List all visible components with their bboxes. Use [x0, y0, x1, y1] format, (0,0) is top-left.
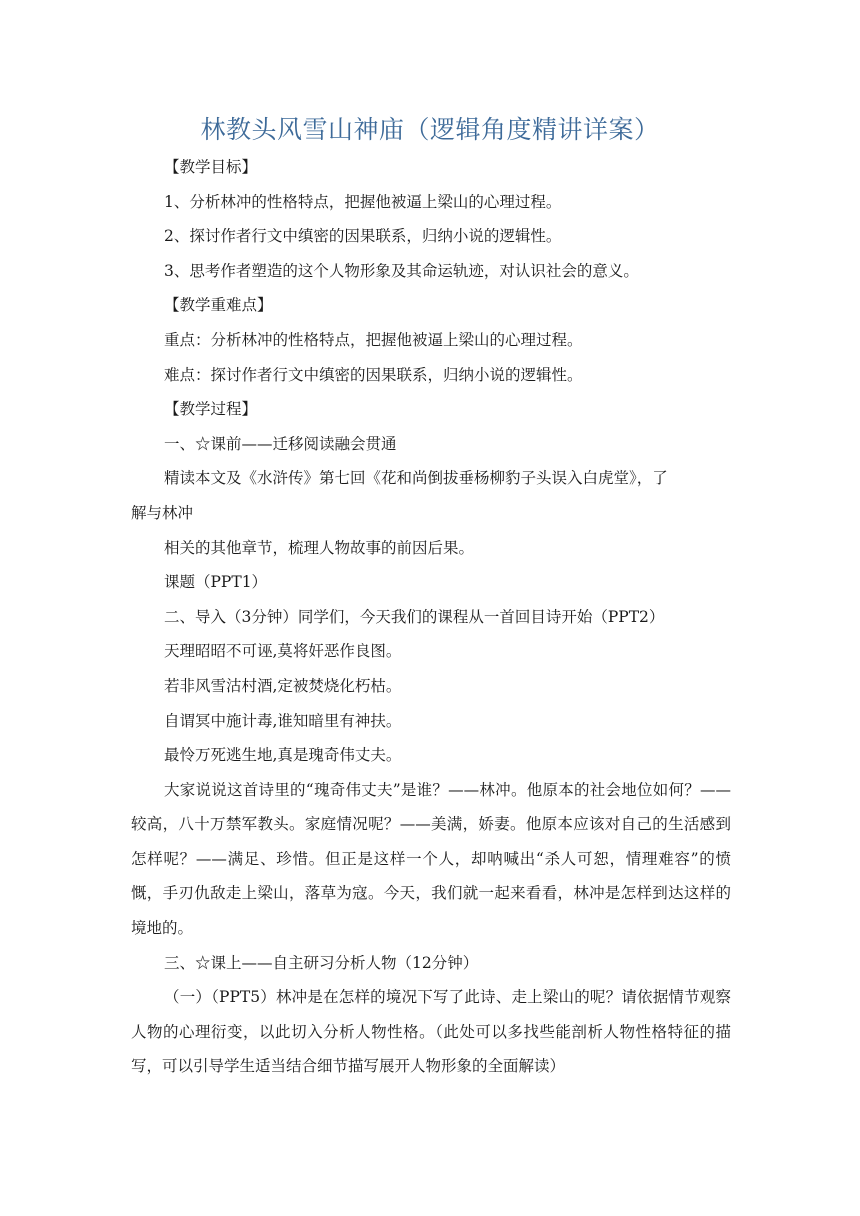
document-body — [131, 150, 731, 1084]
key-point-text: 重点：分析林冲的性格特点，把握他被逼上梁山的心理过程。 — [164, 330, 583, 349]
poem-line-3: 自谓冥中施计毒,谁知暗里有神扶。 — [164, 711, 402, 730]
reading-assignment-continuation: 解与林冲 — [131, 503, 194, 522]
reading-assignment-line-2: 相关的其他章节，梳理人物故事的前因后果。 — [164, 538, 475, 557]
analysis-paragraph: （一）（PPT5）林冲是在怎样的境况下写了此诗、走上梁山的呢？请依据情节观察人物的心理衍变，以此切入分析人物性格。（此处可以多找些能剖析人物性格特征的描写，可以引导学生适当结合细节描写展开人物形象的全面解读） — [131, 988, 731, 1076]
poem-line-2: 若非风雪沽村酒,定被焚烧化朽枯。 — [164, 676, 402, 695]
heading-teaching-goals: 【教学目标】 — [164, 158, 258, 176]
poem-line-1: 天理昭昭不可诬,莫将奸恶作良图。 — [164, 642, 402, 661]
heading-key-difficult-points: 【教学重难点】 — [164, 296, 273, 315]
section-2-heading: 二、导入（3分钟）同学们，今天我们的课程从一首回目诗开始（PPT2） — [164, 607, 665, 626]
intro-paragraph: 大家说说这首诗里的“瑰奇伟丈夫”是谁？——林冲。他原本的社会地位如何？——较高，八十万禁军教头。家庭情况呢？——美满，娇妻。他原本应该对自己的生活感到怎样呢？——满足、珍惜。但正是这样一个人，却呐喊出“杀人可恕，情理难容”的愤慨，手刃仇敌走上梁山，落草为寇。今天，我们就一起来看看，林冲是怎样到达这样的境地的。 — [131, 780, 731, 938]
reading-assignment-line: 精读本文及《水浒传》第七回《花和尚倒拔垂杨柳豹子头误入白虎堂》，了 — [164, 469, 668, 488]
document-title: 林教头风雪山神庙（逻辑角度精讲详案） — [200, 115, 660, 144]
poem-line-4: 最怜万死逃生地,真是瑰奇伟丈夫。 — [164, 746, 402, 765]
heading-teaching-process: 【教学过程】 — [164, 400, 258, 419]
section-3-heading: 三、☆课上——自主研习分析人物（12分钟） — [164, 953, 479, 972]
goal-item-2: 2、探讨作者行文中缜密的因果联系，归纳小说的逻辑性。 — [164, 227, 562, 246]
difficult-point-text: 难点：探讨作者行文中缜密的因果联系，归纳小说的逻辑性。 — [164, 365, 583, 384]
goal-item-1: 1、分析林冲的性格特点，把握他被逼上梁山的心理过程。 — [164, 192, 562, 211]
section-1-heading: 一、☆课前——迁移阅读融会贯通 — [164, 434, 397, 453]
ppt1-label: 课题（PPT1） — [164, 573, 268, 592]
goal-item-3: 3、思考作者塑造的这个人物形象及其命运轨迹，对认识社会的意义。 — [164, 261, 639, 280]
